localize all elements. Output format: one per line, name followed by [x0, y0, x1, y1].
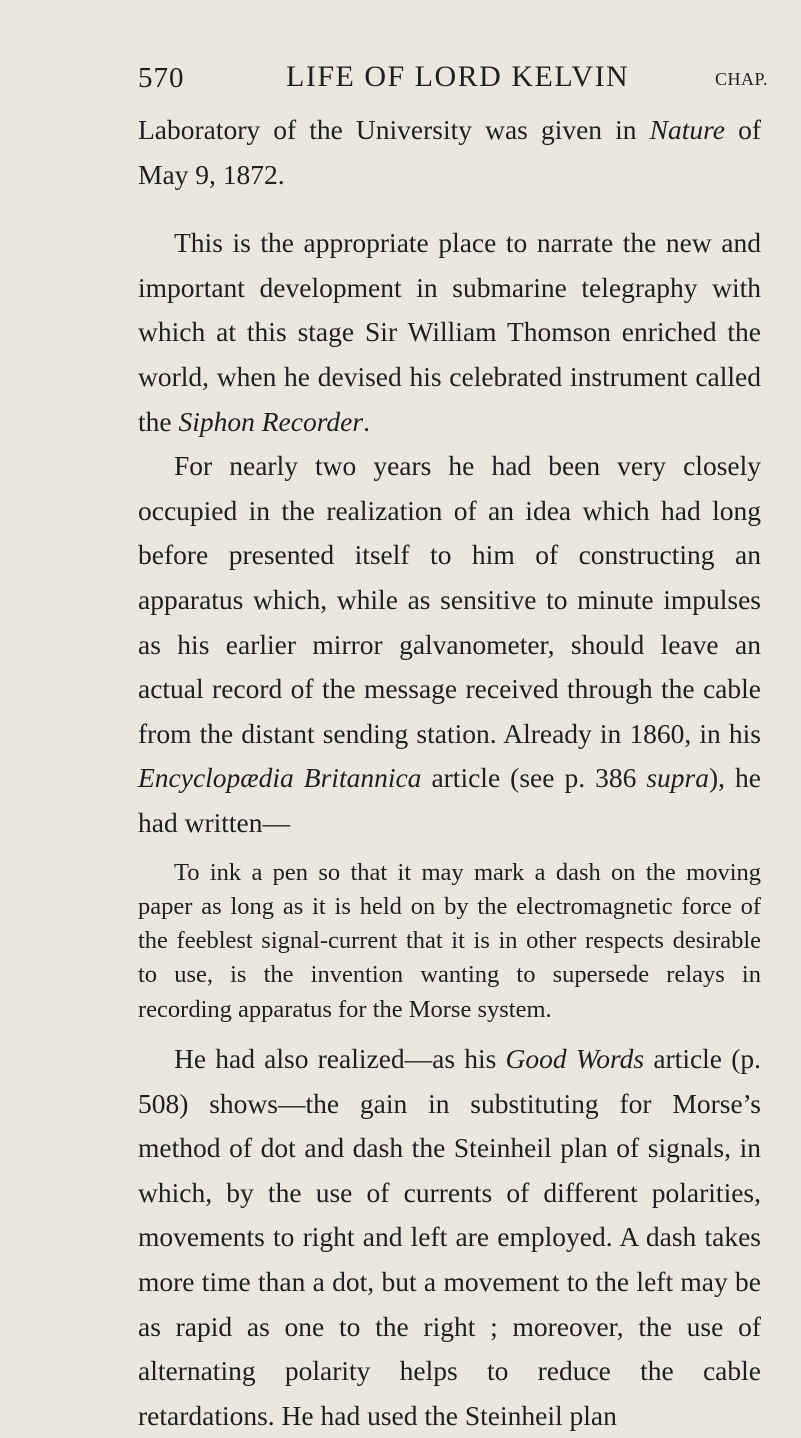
text-run: Laboratory of the University was given in: [138, 114, 650, 145]
paragraph-3: [138, 444, 761, 845]
text-run: For nearly two years he had been very closely occupied in the realization of an idea which had long before presented itself to him of constructing an apparatus which, while as sensitive to minute impulses as his earlier mirror galvanometer, should leave an actual record of the message received through the cable from the distant sending station. Already in 1860, in his: [138, 450, 761, 749]
italic-title-nature: Nature: [649, 114, 725, 145]
text-run: article (see p. 386: [421, 762, 647, 794]
text-run: .: [363, 405, 370, 437]
chapter-label: CHAP.: [714, 69, 768, 89]
block-quote: [138, 856, 761, 1027]
text-run: He had also realized—as his: [174, 1042, 506, 1074]
italic-siphon-recorder: Siphon Recorder: [178, 405, 364, 437]
page-number: 570: [138, 62, 185, 94]
running-head: [138, 60, 768, 100]
text-run: ), he had written—: [138, 762, 761, 838]
text-run: This is the appropriate place to narrate the new and important development in submarine telegraphy with which at this stage Sir William Thomson enriched the world, when he devised his celebrated instrument called the: [138, 227, 761, 437]
text-run: of May 9, 1872.: [138, 114, 761, 190]
running-title: LIFE OF LORD KELVIN: [286, 60, 630, 93]
paragraph-1: [138, 108, 761, 197]
paragraph-4: [138, 1037, 761, 1438]
quote-text: To ink a pen so that it may mark a dash on the moving paper as long as it is held on by the electromagnetic force of the feeblest signal-current that it is in other respects desirable to use, is the invention wanting to supersede relays in recording apparatus for the Morse system.: [138, 858, 761, 1023]
body-text: [138, 108, 761, 1438]
paragraph-2: [138, 221, 761, 444]
italic-supra: supra: [646, 762, 709, 794]
italic-good-words: Good Words: [505, 1042, 645, 1074]
italic-encyclopaedia-britannica: Encyclopædia Britannica: [138, 762, 422, 794]
text-run: article (p. 508) shows—the gain in substituting for Morse’s method of dot and dash the Steinheil plan of signals, in which, by the use of currents of different polarities, movements to right and left are employed. A dash takes more time than a dot, but a movement to the left may be as rapid as one to the right ; moreover, the use of alternating polarity helps to reduce the cable retardations. He had used the Steinheil plan: [138, 1042, 761, 1431]
